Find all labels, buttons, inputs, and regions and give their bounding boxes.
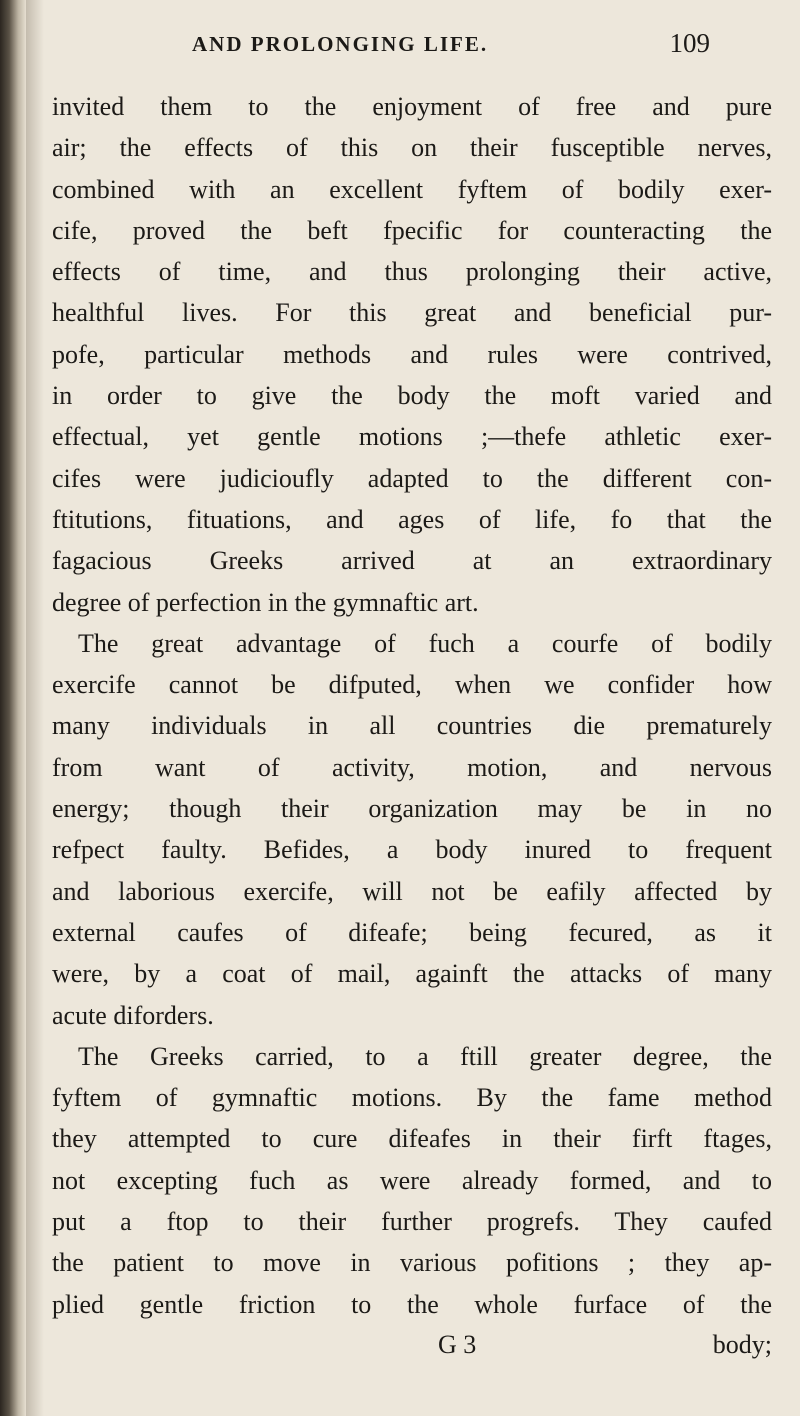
text-line: effectual, yet gentle motions ;—thefe athletic exer- xyxy=(52,422,772,452)
text-line: and laborious exercife, will not be eafily affected by xyxy=(52,876,772,906)
page-footer xyxy=(52,1330,772,1370)
text-line: plied gentle friction to the whole furface of the xyxy=(52,1289,772,1319)
text-line: air; the effects of this on their fusceptible nerves, xyxy=(52,133,772,163)
text-line: invited them to the enjoyment of free and pure xyxy=(52,92,772,121)
text-line: ftitutions, fituations, and ages of life, fo that the xyxy=(52,504,772,534)
text-line: combined with an excellent fyftem of bodily exer- xyxy=(52,174,772,204)
text-line: cifes were judicioufly adapted to the different con- xyxy=(52,463,772,493)
page-number: 109 xyxy=(669,28,710,58)
text-line: the patient to move in various pofitions ; they ap- xyxy=(52,1248,772,1278)
body-text xyxy=(52,86,772,1325)
text-line: effects of time, and thus prolonging their active, xyxy=(52,257,772,287)
text-line: they attempted to cure difeafes in their firft ftages, xyxy=(52,1124,772,1154)
text-line: fagacious Greeks arrived at an extraordinary xyxy=(52,546,772,576)
text-line: refpect faulty. Befides, a body inured to frequent xyxy=(52,835,772,865)
text-line: not excepting fuch as were already formed, and to xyxy=(52,1165,772,1195)
text-line: degree of perfection in the gymnaftic art. xyxy=(52,587,479,617)
text-line: from want of activity, motion, and nervous xyxy=(52,752,772,782)
page-header xyxy=(150,26,710,66)
text-line: were, by a coat of mail, againft the attacks of many xyxy=(52,959,772,989)
text-line: fyftem of gymnaftic motions. By the fame method xyxy=(52,1083,772,1113)
text-line: exercife cannot be difputed, when we confider how xyxy=(52,670,772,700)
text-line: The Greeks carried, to a ftill greater degree, the xyxy=(78,1041,772,1071)
signature-mark: G 3 xyxy=(438,1330,477,1359)
text-line: in order to give the body the moft varied and xyxy=(52,381,772,411)
running-head: AND PROLONGING LIFE. xyxy=(192,32,489,56)
text-line: energy; though their organization may be in no xyxy=(52,794,772,824)
text-line: pofe, particular methods and rules were contrived, xyxy=(52,339,772,369)
text-line: acute diforders. xyxy=(52,1000,214,1030)
catchword: body; xyxy=(712,1330,772,1359)
text-line: put a ftop to their further progrefs. They caufed xyxy=(52,1207,772,1237)
text-line: many individuals in all countries die prematurely xyxy=(52,711,772,741)
text-line: The great advantage of fuch a courfe of bodily xyxy=(78,628,772,658)
text-line: cife, proved the beft fpecific for counteracting the xyxy=(52,215,772,245)
text-line: healthful lives. For this great and beneficial pur- xyxy=(52,298,772,328)
text-line: external caufes of difeafe; being fecured, as it xyxy=(52,917,772,947)
